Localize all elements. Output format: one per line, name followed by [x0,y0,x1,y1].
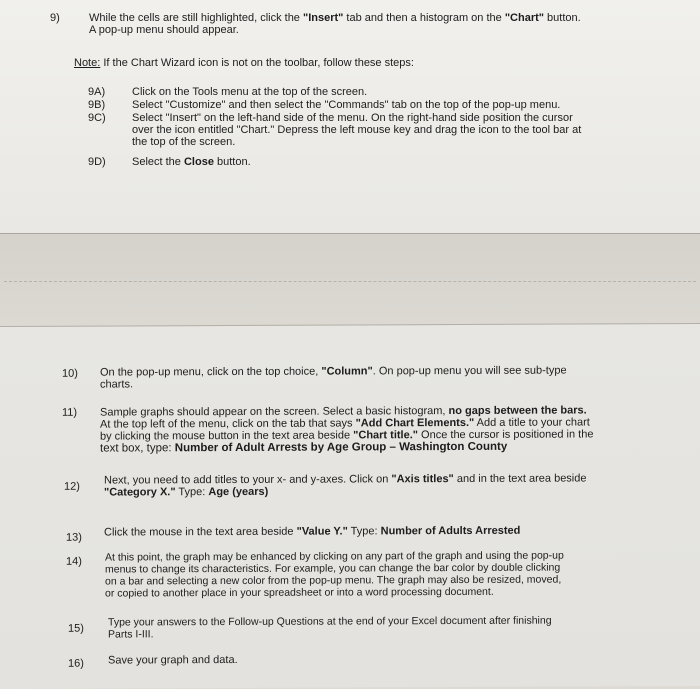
substep-number: 9A) [88,86,106,98]
substep-number: 9D) [88,156,106,168]
step-16-text: Save your graph and data. [108,653,238,667]
step-number: 14) [66,555,82,568]
substep-9a-text: Click on the Tools menu at the top of the screen. [132,86,368,98]
substep-number: 9B) [88,99,106,111]
dashed-divider [4,281,696,282]
step-number: 12) [64,480,80,493]
bottom-worksheet-page [0,323,700,689]
step-9-text: While the cells are still highlighted, click the "Insert" tab and then a histogram on the "Chart" button. A pop-up menu should appear. [89,12,581,36]
step-number: 16) [68,657,84,670]
step-number: 11) [62,406,78,419]
substep-9b-text: Select "Customize" and then select the "Commands" tab on the top of the pop-up menu. [132,99,561,111]
substep-number: 9C) [88,112,106,124]
note-line: Note: If the Chart Wizard icon is not on the toolbar, follow these steps: [74,57,414,69]
step-number: 9) [50,12,60,24]
page-gap [0,234,700,326]
step-number: 13) [66,531,82,544]
step-number: 15) [68,622,84,635]
substep-9d-text: Select the Close button. [132,156,251,168]
top-worksheet-page [0,0,700,234]
step-number: 10) [62,367,78,380]
step-14-text: At this point, the graph may be enhanced by clicking on any part of the graph and using the pop-up menus to change its characteristics. For example, you can change the bar color by double clicking on a bar and selecting a new color from the pop-up menu. The graph may also be resized, moved, or copied to another place in your spreadsheet or into a word processing document. [105,549,564,600]
step-10-text: On the pop-up menu, click on the top choice, "Column". On pop-up menu you will see sub-type charts. [100,364,567,391]
step-13-text: Click the mouse in the text area beside "Value Y." Type: Number of Adults Arrested [104,524,521,539]
substep-9c-text: Select "Insert" on the left-hand side of the menu. On the right-hand side position the cursor over the icon entitled "Chart." Depress the left mouse key and drag the icon to the tool bar at the top of the screen. [132,112,582,148]
step-11-text: Sample graphs should appear on the screen. Select a basic histogram, no gaps between the bars. At the top left of the menu, click on the tab that says "Add Chart Elements." Add a title to your chart by clicking the mouse button in the text area beside "Chart title." Once the cursor is positioned in the text box, type: Number of Adult Arrests by Age Group – Washington County [100,404,594,455]
step-12-text: Next, you need to add titles to your x- and y-axes. Click on "Axis titles" and in the text area beside "Category X." Type: Age (years) [104,472,587,499]
step-15-text: Type your answers to the Follow-up Questions at the end of your Excel document after finishing Parts I-III. [108,614,552,641]
